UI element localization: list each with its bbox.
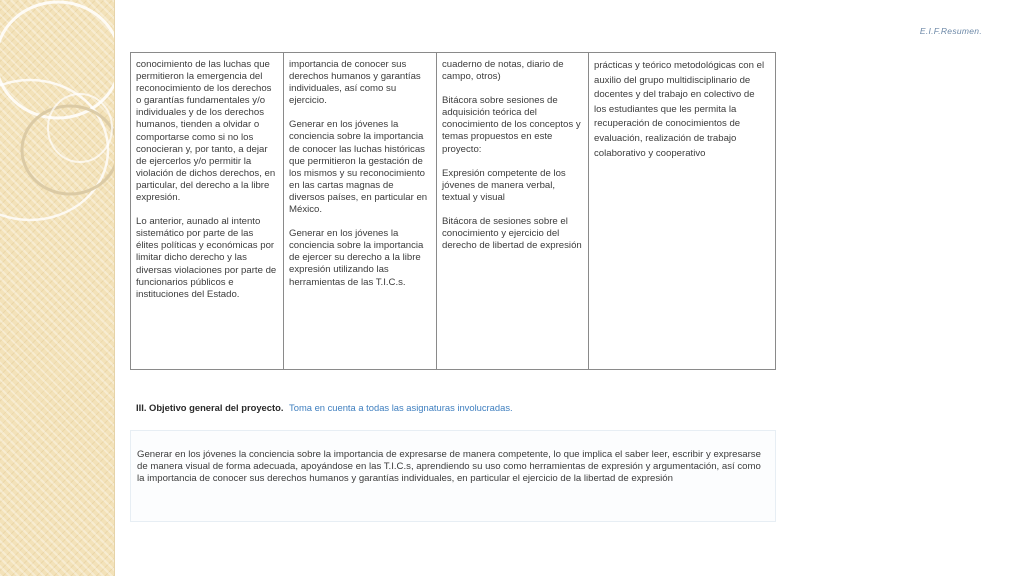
objective-body: Generar en los jóvenes la conciencia sobre la importancia de expresarse de manera competente, lo que implica el saber leer, escribir y expresarse de manera visual de forma adecuada, apoyándose en las T.I.C.s, aprendiendo su uso como herramientas de expresión y argumentación, así como la importancia de conocer sus derechos humanos y garantías individuales, en particular el ejercicio de la libertad de expresión [130, 430, 776, 522]
project-table [130, 52, 776, 370]
table-cell-col1 [131, 53, 284, 369]
cell-paragraph: Generar en los jóvenes la conciencia sobre la importancia de conocer las luchas históricas que permitieron la gestación de los mismos y su reconocimiento en las cartas magnas de diversos países, en particular en México. [289, 119, 428, 216]
objective-heading [136, 402, 513, 413]
cell-paragraph: Bitácora sobre sesiones de adquisición teórica del conocimiento de los conceptos y temas propuestos en este proyecto: [442, 95, 581, 155]
table-cell-col2 [284, 53, 437, 369]
decorative-sidebar [0, 0, 115, 576]
cell-paragraph: conocimiento de las luchas que permitieron la emergencia del reconocimiento de los derechos o garantías fundamentales y/o individuales y de los derechos humanos, tienden a olvidar o comportarse como si no los conocieran y, por tanto, a dejar de ejercerlos y/o permitir la violación de dichos derechos, en particular, del derecho a la libre expresión. [136, 59, 276, 204]
cell-paragraph: prácticas y teórico metodológicas con el auxilio del grupo multidisciplinario de docentes y del trabajo en colectivo de los estudiantes que les permita la recuperación de conocimientos de evaluación, realización de trabajo colaborativo y cooperativo [594, 60, 765, 159]
cell-paragraph: Generar en los jóvenes la conciencia sobre la importancia de ejercer su derecho a la libre expresión utilizando las herramientas de las T.I.C.s. [289, 228, 424, 288]
cell-paragraph: Bitácora de sesiones sobre el conocimiento y ejercicio del derecho de libertad de expresión [442, 215, 582, 252]
objective-heading-note: Toma en cuenta a todas las asignaturas involucradas. [289, 402, 513, 413]
objective-heading-bold: III. Objetivo general del proyecto. [136, 402, 284, 413]
cell-paragraph: cuaderno de notas, diario de campo, otros) [442, 59, 564, 83]
decorative-rings-graphic [0, 0, 114, 576]
header-label: E.I.F.Resumen. [919, 26, 982, 36]
cell-paragraph: importancia de conocer sus derechos humanos y garantías individuales, así como su ejercicio. [289, 59, 421, 107]
cell-paragraph: Lo anterior, aunado al intento sistemático por parte de las élites políticas y económicas por limitar dicho derecho y las diversas violaciones por parte de funcionarios públicos e instituciones del Estado. [136, 216, 277, 300]
table-cell-col3 [437, 53, 589, 369]
cell-paragraph: Expresión competente de los jóvenes de manera verbal, textual y visual [442, 167, 566, 203]
table-cell-col4 [589, 53, 775, 369]
